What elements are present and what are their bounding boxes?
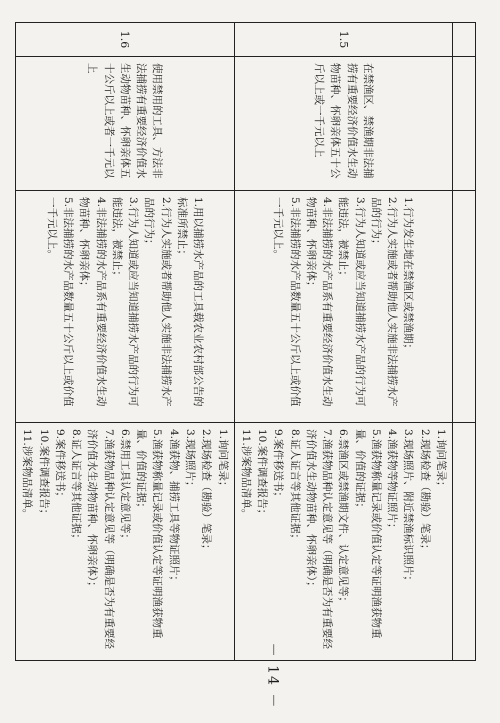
evidence-item: 2.现场检查（勘验）笔录； [418, 429, 431, 555]
table-cell [453, 57, 476, 191]
evidence-item: 3.现场照片、附近禁渔标识照片； [402, 429, 415, 587]
evidence-item: 9.案件移送书； [272, 429, 285, 503]
evidence-item: 5.渔获物称量记录或价值认定等证明渔获物重量、价值的证据； [353, 429, 382, 639]
table-row [16, 23, 234, 661]
evidence-item: 10.案件调查报告； [37, 429, 50, 520]
standards-list [234, 191, 452, 423]
row-number: 1.6 [16, 23, 234, 57]
evidence-item: 2.现场检查（勘验）笔录； [200, 429, 213, 555]
evidence-item: 4.渔获物等物证照片； [386, 429, 399, 534]
table-cell [453, 23, 476, 57]
evidence-item: 1.询问笔录； [435, 429, 447, 492]
evidence-item: 6.禁渔区或禁渔期文件、认定意见等； [337, 429, 350, 608]
regulation-table [15, 22, 476, 661]
standard-item: 3.行为人知道或应当知道捕捞水产品的行为可能违法，被禁止； [337, 197, 366, 407]
evidence-item: 11.涉案物品清单。 [239, 429, 252, 520]
evidence-item: 9.案件移送书； [53, 429, 66, 503]
standard-item: 2.行为人实施或者帮助他人实施非法捕捞水产品的行为； [369, 197, 399, 407]
standards-list [16, 191, 234, 423]
evidence-item: 7.渔获物品种认定意见等（明确是否为有重要经济价值水生动物苗种、怀卵亲体）； [86, 429, 115, 650]
standard-item: 2.行为人实施或者帮助他人实施非法捕捞水产品的行为； [143, 197, 172, 407]
standard-item: 4.非法捕捞的水产品系有重要经济价值水生动物苗种、怀卵亲体； [304, 197, 334, 407]
evidence-item: 7.渔获物品种认定意见等（明确是否为有重要经济价值水生动物苗种、怀卵亲体）； [304, 429, 334, 650]
evidence-item: 4.渔获物、捕捞工具等物证照片； [167, 429, 180, 587]
standard-item: 3.行为人知道或应当知道捕捞水产品的行为可能违法，被禁止； [110, 197, 140, 407]
evidence-item: 10.案件调查报告； [256, 429, 269, 520]
standard-item: 4.非法捕捞的水产品系有重要经济价值水生动物苗种、怀卵亲体； [78, 197, 107, 407]
page-number: － 14 － [264, 642, 281, 710]
evidence-list [16, 423, 234, 661]
rotated-table-wrapper [21, 22, 476, 660]
table-row-blank [453, 23, 476, 661]
standard-item: 5.非法捕捞的水产品数量五十公斤以上或价值一千元以上。 [45, 197, 75, 407]
evidence-item: 1.询问笔录； [216, 429, 229, 492]
evidence-item: 11.涉案物品清单。 [21, 429, 34, 520]
standard-item: 5.非法捕捞的水产品数量五十公斤以上或价值一千元以上。 [272, 197, 301, 407]
table-row [234, 23, 452, 661]
offense-description: 在禁渔区、禁渔期非法捕捞有重要经济价值水生动物苗种、怀卵亲体五十公斤以上或一千元以上 [234, 57, 452, 191]
evidence-item: 8.证人证言等其他证据； [70, 429, 83, 545]
row-number: 1.5 [234, 23, 452, 57]
table-cell [453, 191, 476, 423]
evidence-item: 3.现场照片； [184, 429, 197, 492]
offense-description: 使用禁用的工具、方法非法捕捞有重要经济价值水生动物苗种、怀卵亲体五十公斤以上或者一千元以上 [16, 57, 234, 191]
standard-item: 1.行为发生地在禁渔区或禁渔期； [402, 197, 415, 355]
evidence-list [234, 423, 452, 661]
evidence-item: 5.渔获物称量记录或价值认定等证明渔获物重量、价值的证据； [135, 429, 164, 639]
evidence-item: 6.禁用工具认定意见等； [118, 429, 131, 545]
table-cell [453, 423, 476, 661]
evidence-item: 8.证人证言等其他证据； [288, 429, 301, 545]
standard-item: 1.用以捕捞水产品的工具载农业农村部公告的标准所禁止； [175, 197, 205, 407]
